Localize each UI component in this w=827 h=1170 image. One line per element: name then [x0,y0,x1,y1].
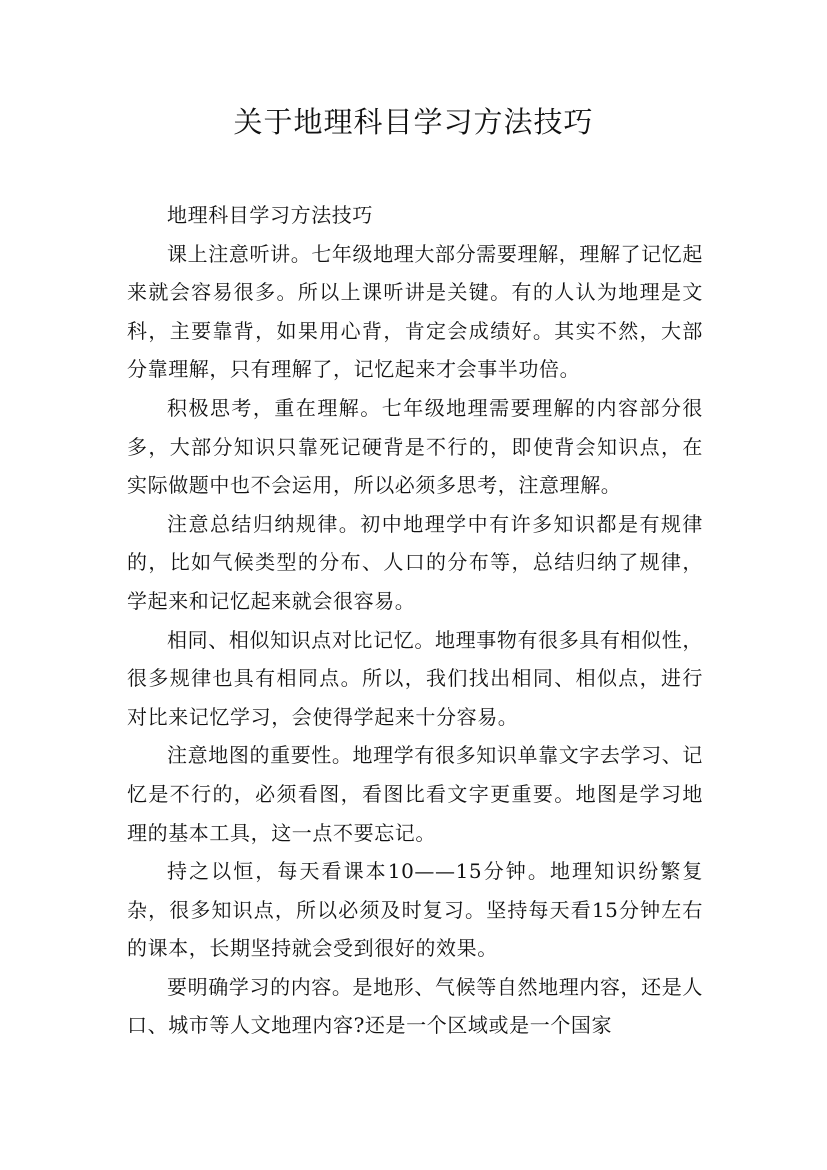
paragraph-subtitle: 地理科目学习方法技巧 [167,203,373,227]
document-body [127,196,703,1045]
paragraph: 课上注意听讲。七年级地理大部分需要理解，理解了记忆起来就会容易很多。所以上课听讲是关键。有的人认为地理是文科，主要靠背，如果用心背，肯定会成绩好。其实不然，大部分靠理解，只有理解了，记忆起来才会事半功倍。 [127,241,703,382]
document-title: 关于地理科目学习方法技巧 [233,105,594,139]
paragraph: 注意地图的重要性。地理学有很多知识单靠文字去学习、记忆是不行的，必须看图，看图比看文字更重要。地图是学习地理的基本工具，这一点不要忘记。 [127,743,703,845]
paragraph: 相同、相似知识点对比记忆。地理事物有很多具有相似性，很多规律也具有相同点。所以，我们找出相同、相似点，进行对比来记忆学习，会使得学起来十分容易。 [127,627,703,729]
paragraph: 积极思考，重在理解。七年级地理需要理解的内容部分很多，大部分知识只靠死记硬背是不行的，即使背会知识点，在实际做题中也不会运用，所以必须多思考，注意理解。 [127,395,703,498]
paragraph: 持之以恒，每天看课本10——15分钟。地理知识纷繁复杂，很多知识点，所以必须及时复习。坚持每天看15分钟左右的课本，长期坚持就会受到很好的效果。 [127,859,703,961]
paragraph: 注意总结归纳规律。初中地理学中有许多知识都是有规律的，比如气候类型的分布、人口的分布等，总结归纳了规律，学起来和记忆起来就会很容易。 [127,511,703,613]
paragraph: 要明确学习的内容。是地形、气候等自然地理内容，还是人口、城市等人文地理内容?还是一个区域或是一个国家 [127,974,703,1038]
